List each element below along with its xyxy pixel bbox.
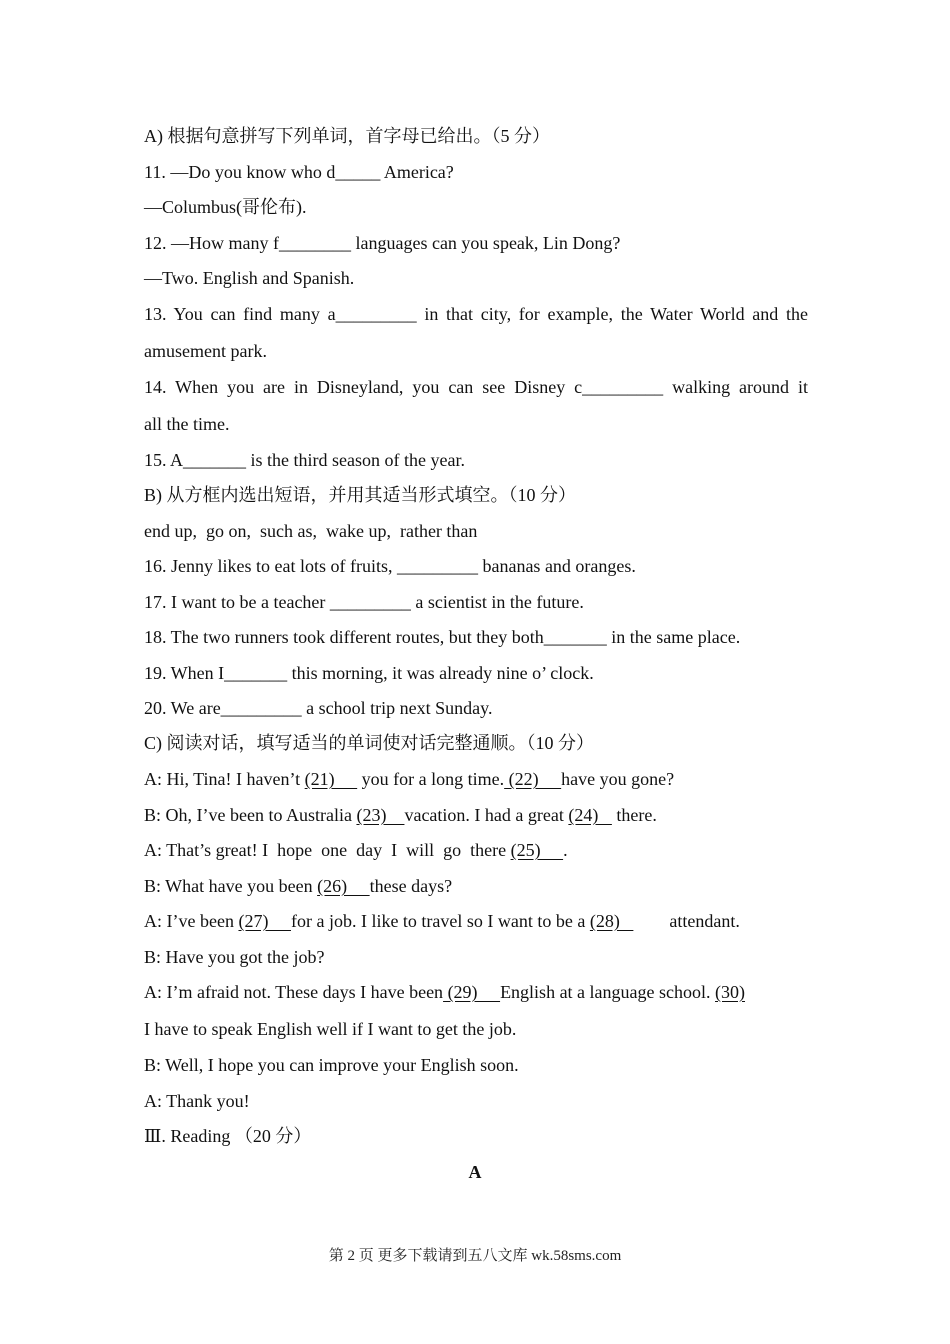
- answer-11: —Columbus(哥伦布).: [144, 197, 307, 217]
- blank-30: (30): [715, 982, 746, 1002]
- section-c-heading: C) 阅读对话，填写适当的单词使对话完整通顺。（10 分）: [144, 733, 594, 753]
- question-14-line-1: 14. When you are in Disneyland, you can see Disney c_________ walking around it: [144, 377, 808, 397]
- blank-26: (26): [317, 876, 370, 896]
- dialogue-line-9: B: Well, I hope you can improve your English soon.: [144, 1055, 519, 1075]
- question-18: 18. The two runners took different routes, but they both_______ in the same place.: [144, 627, 741, 647]
- dialogue-line-5: A: I’ve been (27) for a job. I like to travel so I want to be a (28) attendant.: [144, 911, 740, 931]
- question-14-line-2: all the time.: [144, 414, 230, 434]
- passage-label: A: [468, 1162, 482, 1182]
- blank-29: (29): [443, 982, 501, 1002]
- question-15: 15. A_______ is the third season of the year.: [144, 450, 465, 470]
- blank-23: (23): [356, 805, 405, 825]
- dialogue-line-2: B: Oh, I’ve been to Australia (23) vacation. I had a great (24) there.: [144, 805, 657, 825]
- phrase-box: end up, go on, such as, wake up, rather than: [144, 521, 478, 541]
- question-13-line-2: amusement park.: [144, 341, 267, 361]
- question-20: 20. We are_________ a school trip next Sunday.: [144, 698, 493, 718]
- dialogue-line-7: A: I’m afraid not. These days I have been (29) English at a language school. (30): [144, 982, 746, 1002]
- dialogue-line-1: A: Hi, Tina! I haven’t (21) you for a long time. (22) have you gone?: [144, 769, 675, 789]
- blank-21: (21): [304, 769, 358, 789]
- question-16: 16. Jenny likes to eat lots of fruits, _________ bananas and oranges.: [144, 556, 636, 576]
- reading-heading: Ⅲ. Reading （20 分）: [144, 1126, 312, 1146]
- blank-25: (25): [510, 840, 564, 860]
- answer-12: —Two. English and Spanish.: [144, 268, 355, 288]
- dialogue-line-6: B: Have you got the job?: [144, 947, 325, 967]
- question-12: 12. —How many f________ languages can you speak, Lin Dong?: [144, 233, 621, 253]
- blank-28: (28): [589, 911, 634, 931]
- section-b-heading: B) 从方框内选出短语，并用其适当形式填空。（10 分）: [144, 485, 576, 505]
- blank-24: (24): [568, 805, 612, 825]
- page-footer: 第 2 页 更多下载请到五八文库 wk.58sms.com: [328, 1248, 622, 1264]
- dialogue-line-4: B: What have you been (26) these days?: [144, 876, 453, 896]
- section-a-heading: A) 根据句意拼写下列单词，首字母已给出。（5 分）: [144, 126, 550, 146]
- blank-22: (22): [504, 769, 562, 789]
- question-17: 17. I want to be a teacher _________ a scientist in the future.: [144, 592, 584, 612]
- dialogue-line-3: A: That’s great! I hope one day I will go there (25) .: [144, 840, 568, 860]
- question-11: 11. —Do you know who d_____ America?: [144, 162, 454, 182]
- blank-27: (27): [238, 911, 291, 931]
- dialogue-line-8: I have to speak English well if I want to get the job.: [144, 1019, 517, 1039]
- question-13-line-1: 13. You can find many a_________ in that city, for example, the Water World and the: [144, 304, 808, 324]
- question-19: 19. When I_______ this morning, it was already nine o’ clock.: [144, 663, 594, 683]
- dialogue-line-10: A: Thank you!: [144, 1091, 250, 1111]
